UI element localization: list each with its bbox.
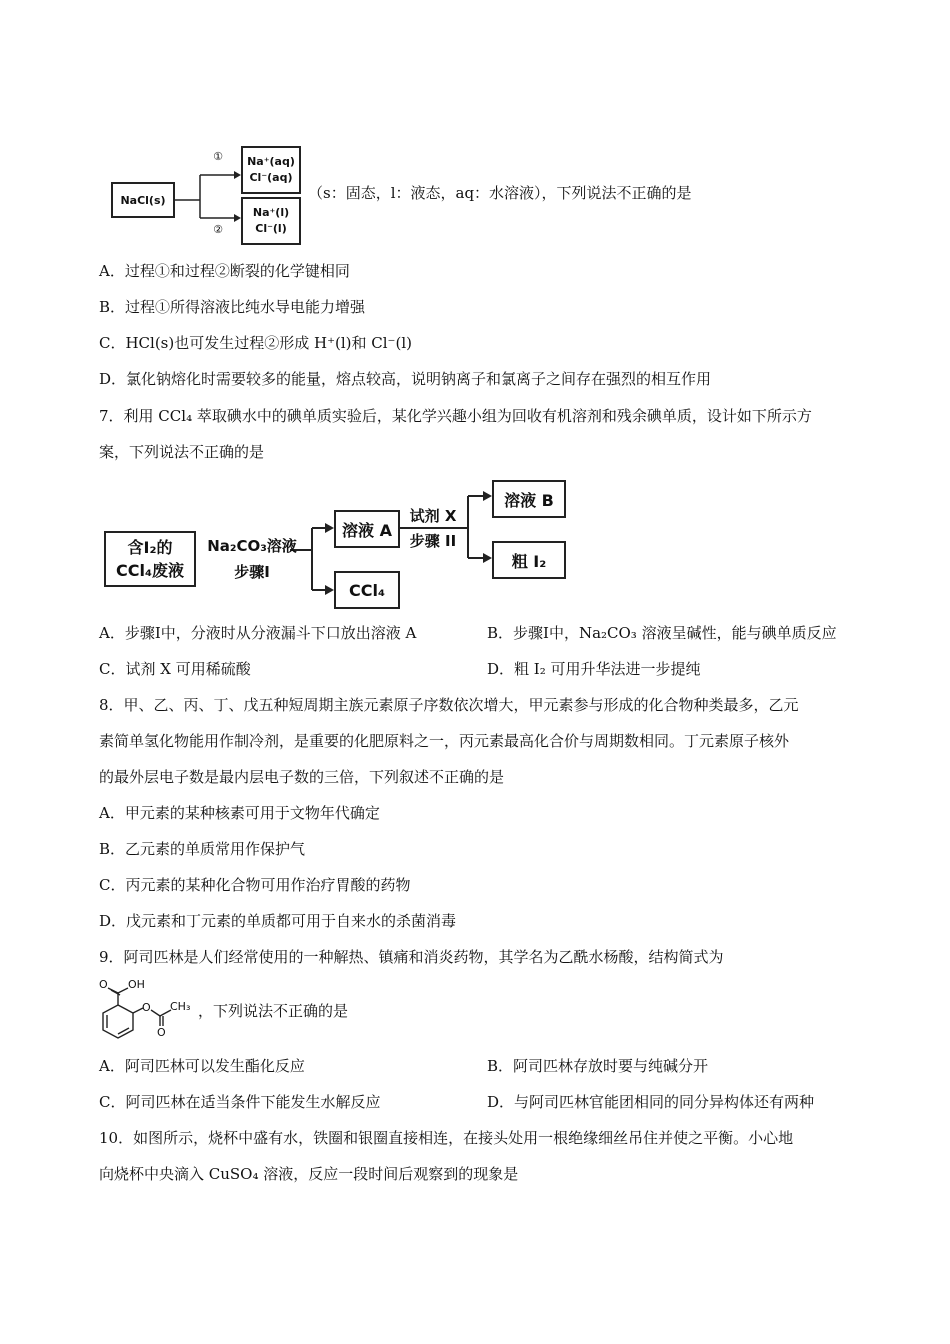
q8-option-b: B．乙元素的单质常用作保护气 <box>99 840 306 858</box>
na-l-label: Na⁺(l) <box>252 206 290 219</box>
aqueous-ions-box <box>241 146 301 194</box>
process-2-label: ② <box>213 223 223 236</box>
q7-option-c: C．试剂 X 可用稀硫酸 <box>99 660 251 678</box>
aspirin-o-bottom: O <box>157 1026 166 1039</box>
nacl-solid-box <box>111 182 175 218</box>
q6-stem-tail: （s：固态，l：液态，aq：水溶液），下列说法不正确的是 <box>308 184 692 202</box>
q8-option-a: A．甲元素的某种核素可用于文物年代确定 <box>99 804 380 822</box>
q6-option-c: C．HCl(s)也可发生过程②形成 H⁺(l)和 Cl⁻(l) <box>99 334 412 352</box>
q9-option-d: D．与阿司匹林官能团相同的同分异构体还有两种 <box>487 1093 815 1111</box>
crude-i2-label: 粗 I₂ <box>511 551 547 571</box>
q7-option-a: A．步骤I中，分液时从分液漏斗下口放出溶液 A <box>99 624 417 642</box>
q7-option-d: D．粗 I₂ 可用升华法进一步提纯 <box>487 660 701 678</box>
q8-stem-line1: 8．甲、乙、丙、丁、戊五种短周期主族元素原子序数依次增大，甲元素参与形成的化合物种类最多，乙元 <box>99 696 799 714</box>
q8-option-d: D．戊元素和丁元素的单质都可用于自来水的杀菌消毒 <box>99 912 457 930</box>
q7-stem-line2: 案，下列说法不正确的是 <box>99 443 265 461</box>
cl-l-label: Cl⁻(l) <box>255 222 287 235</box>
q8-option-c: C．丙元素的某种化合物可用作治疗胃酸的药物 <box>99 876 411 894</box>
solution-b-label: 溶液 B <box>504 490 554 510</box>
q10-stem-line2: 向烧杯中央滴入 CuSO₄ 溶液，反应一段时间后观察到的现象是 <box>99 1165 519 1183</box>
q6-option-a: A．过程①和过程②断裂的化学键相同 <box>99 262 350 280</box>
waste-liquid-box <box>104 531 196 587</box>
step2-reagent-label: 试剂 X <box>409 507 457 525</box>
q8-stem-line2: 素简单氢化物能用作制冷剂，是重要的化肥原料之一，丙元素最高化合价与周期数相同。丁元素原子核外 <box>99 732 790 750</box>
aspirin-o-top: O <box>99 978 108 991</box>
crude-i2-box <box>492 541 566 579</box>
q7-stem-line1: 7．利用 CCl₄ 萃取碘水中的碘单质实验后，某化学兴趣小组为回收有机溶剂和残余碘单质，设计如下所示方 <box>99 407 812 425</box>
q9-option-a: A．阿司匹林可以发生酯化反应 <box>99 1057 305 1075</box>
q9-option-c: C．阿司匹林在适当条件下能发生水解反应 <box>99 1093 381 1111</box>
ccl4-box <box>334 571 400 609</box>
solution-a-label: 溶液 A <box>342 520 392 540</box>
q6-option-b: B．过程①所得溶液比纯水导电能力增强 <box>99 298 366 316</box>
aspirin-oh: OH <box>128 978 145 991</box>
aspirin-ch3: CH₃ <box>170 1000 191 1013</box>
waste-line2: CCl₄废液 <box>116 561 184 580</box>
molten-ions-box <box>241 197 301 245</box>
process-1-label: ① <box>213 150 223 163</box>
q6-option-d: D．氯化钠熔化时需要较多的能量，熔点较高，说明钠离子和氯离子之间存在强烈的相互作用 <box>99 370 712 388</box>
step1-name-label: 步骤I <box>234 563 270 581</box>
q9-stem-line1: 9．阿司匹林是人们经常使用的一种解热、镇痛和消炎药物，其学名为乙酰水杨酸，结构简式为 <box>99 948 724 966</box>
step1-reagent-label: Na₂CO₃溶液 <box>207 537 297 555</box>
q9-option-b: B．阿司匹林存放时要与纯碱分开 <box>487 1057 709 1075</box>
solution-a-box <box>334 510 400 548</box>
waste-line1: 含I₂的 <box>127 538 173 557</box>
solution-b-box <box>492 480 566 518</box>
q8-stem-line3: 的最外层电子数是最内层电子数的三倍，下列叙述不正确的是 <box>99 768 505 786</box>
step2-name-label: 步骤 II <box>409 532 457 550</box>
ccl4-label: CCl₄ <box>349 580 385 600</box>
nacl-solid-label: NaCl(s) <box>120 193 166 207</box>
q9-stem-line2-tail: ，下列说法不正确的是 <box>198 1002 349 1020</box>
cl-aq-label: Cl⁻(aq) <box>249 171 293 184</box>
na-aq-label: Na⁺(aq) <box>247 155 295 168</box>
q7-option-b: B．步骤I中，Na₂CO₃ 溶液呈碱性，能与碘单质反应 <box>487 624 837 642</box>
aspirin-o-ester: O <box>142 1001 151 1014</box>
q10-stem-line1: 10．如图所示，烧杯中盛有水，铁圈和银圈直接相连，在接头处用一根绝缘细丝吊住并使之平衡。小心地 <box>99 1129 794 1147</box>
